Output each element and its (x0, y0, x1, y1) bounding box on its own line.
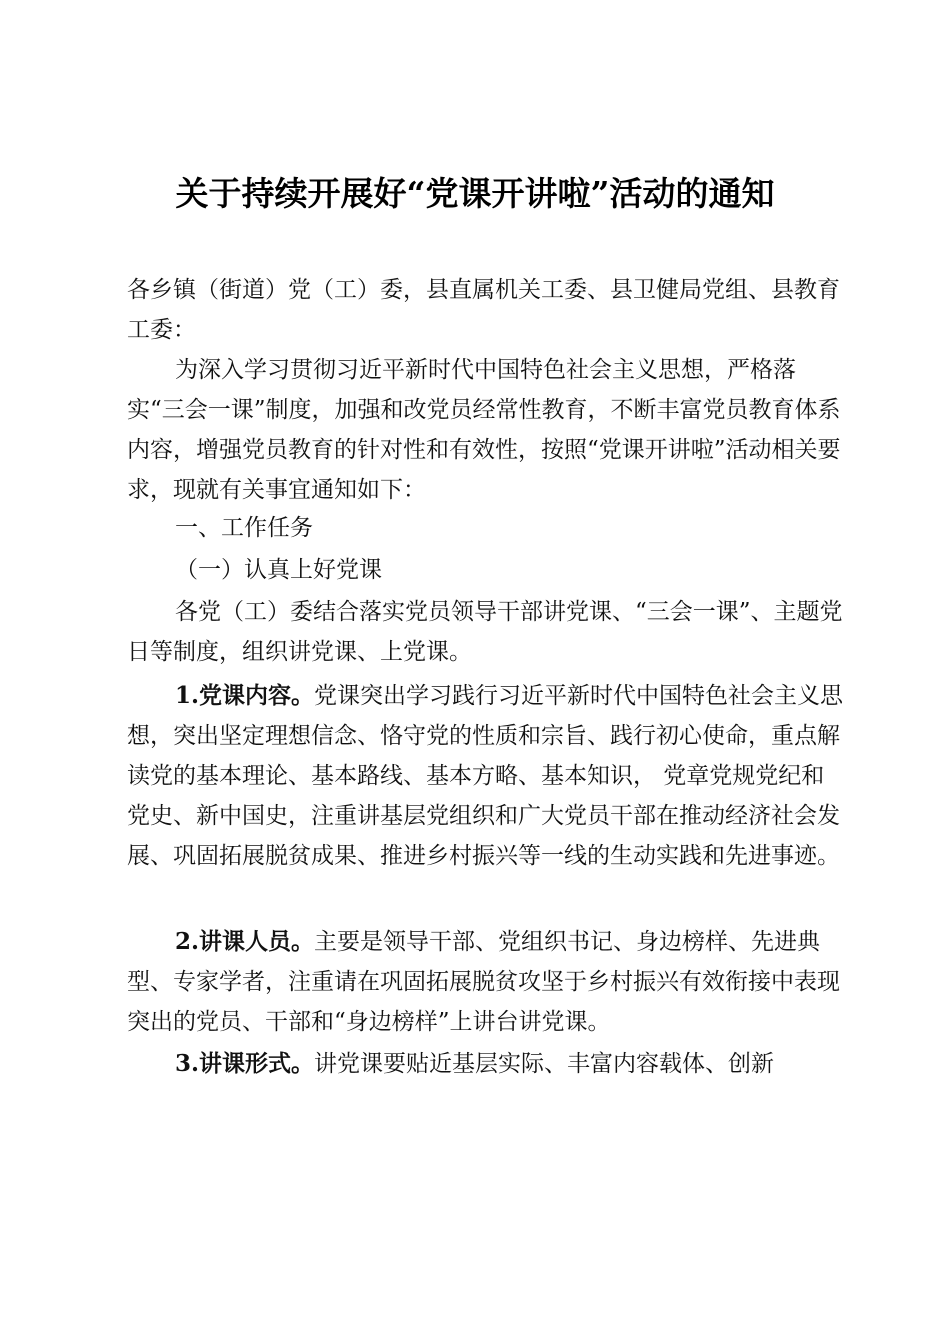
document-title: 关于持续开展好“党课开讲啦”活动的通知 (175, 174, 775, 213)
item-lesson-content-lead: 1.党课内容。 (175, 682, 315, 709)
item-lecturers (127, 922, 845, 1042)
item-lesson-content-text: 党课突出学习践行习近平新时代中国特色社会主义思想，突出坚定理想信念、恪守党的性质和宗旨、践行初心使命，重点解读党的基本理论、基本路线、基本方略、基本知识， 党章党规党纪和党史、新中国史，注重讲基层党组织和广大党员干部在推动经济社会发展、巩固拓展脱贫成果、推进乡村振兴等一线的生动实践和先进事迹。 (127, 683, 844, 869)
salutation-paragraph: 各乡镇（街道）党（工）委，县直属机关工委、县卫健局党组、县教育工委： (127, 277, 840, 343)
item-lesson-format (127, 1044, 845, 1084)
item-lecturers-text: 主要是领导干部、党组织书记、身边榜样、先进典型、专家学者，注重请在巩固拓展脱贫攻坚于乡村振兴有效衔接中表现突出的党员、干部和“身边榜样”上讲台讲党课。 (127, 929, 840, 1035)
subsection-heading-party-lessons: （一）认真上好党课 (175, 557, 382, 583)
subsection-body-paragraph: 各党（工）委结合落实党员领导干部讲党课、“三会一课”、主题党日等制度，组织讲党课、上党课。 (127, 599, 843, 665)
intro-paragraph: 为深入学习贯彻习近平新时代中国特色社会主义思想，严格落实“三会一课”制度，加强和改党员经常性教育，不断丰富党员教育体系内容，增强党员教育的针对性和有效性，按照“党课开讲啦”活动相关要求，现就有关事宜通知如下： (127, 357, 841, 503)
item-lesson-format-text: 讲党课要贴近基层实际、丰富内容载体、创新 (314, 1051, 775, 1077)
item-lecturers-lead: 2.讲课人员。 (175, 928, 315, 955)
item-lesson-content (127, 676, 845, 876)
item-lesson-format-lead: 3.讲课形式。 (175, 1050, 315, 1077)
section-heading-work-tasks: 一、工作任务 (175, 515, 313, 541)
